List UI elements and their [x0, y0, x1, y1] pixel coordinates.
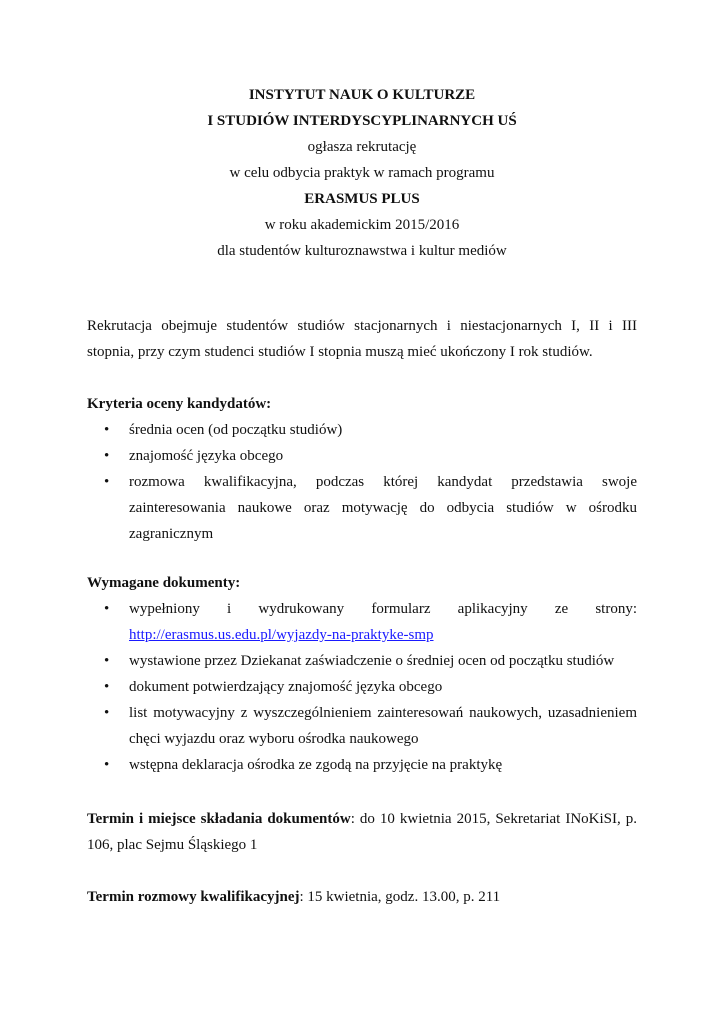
- header-purpose: w celu odbycia praktyk w ramach programu: [229, 165, 495, 181]
- bullet-icon: •: [104, 422, 110, 438]
- list-item: • dokument potwierdzający znajomość języka obcego: [87, 674, 637, 700]
- deadline-label: Termin i miejsce składania dokumentów: [87, 811, 351, 827]
- criteria-heading: Kryteria oceny kandydatów:: [87, 396, 272, 412]
- list-item: • średnia ocen (od początku studiów): [87, 417, 637, 443]
- bullet-icon: •: [104, 757, 110, 773]
- target-students: dla studentów kulturoznawstwa i kultur mediów: [217, 243, 507, 259]
- header-announces: ogłasza rekrutację: [307, 139, 417, 155]
- intro-line-1: Rekrutacja obejmuje studentów studiów stacjonarnych i niestacjonarnych I, II i III: [87, 318, 637, 334]
- intro-paragraph: [87, 313, 637, 365]
- bullet-icon: •: [104, 653, 110, 669]
- deadline-text: : do 10 kwietnia 2015, Sekretariat INoKiSI, p. 106, plac Sejmu Śląskiego 1: [87, 811, 638, 853]
- criteria-section: [87, 391, 637, 547]
- list-item: • znajomość języka obcego: [87, 443, 637, 469]
- bullet-icon: •: [104, 679, 110, 695]
- program-name: ERASMUS PLUS: [304, 191, 420, 207]
- intro-line-2: stopnia, przy czym studenci studiów I stopnia muszą mieć ukończony I rok studiów.: [87, 344, 593, 360]
- list-item: • rozmowa kwalifikacyjna, podczas której kandydat przedstawia swoje zainteresowania naukowe oraz motywację do odbycia studiów w ośrodku zagranicznym: [87, 469, 637, 547]
- criteria-list: [87, 417, 637, 547]
- deadline-paragraph: [87, 806, 637, 858]
- list-item: • wstępna deklaracja ośrodka ze zgodą na przyjęcie na praktykę: [87, 752, 637, 778]
- list-item: [87, 596, 637, 648]
- documents-heading: Wymagane dokumenty:: [87, 575, 241, 591]
- institute-name: INSTYTUT NAUK O KULTURZE: [248, 87, 476, 103]
- form-instruction: wypełniony i wydrukowany formularz aplikacyjny ze strony:: [129, 601, 637, 617]
- documents-section: [87, 570, 637, 778]
- interview-label: Termin rozmowy kwalifikacyjnej: [87, 889, 300, 905]
- documents-list: [87, 596, 637, 778]
- institute-subname: I STUDIÓW INTERDYSCYPLINARNYCH UŚ: [207, 113, 517, 129]
- bullet-icon: •: [104, 448, 110, 464]
- bullet-icon: •: [104, 705, 110, 721]
- announcement-header: [0, 82, 724, 264]
- academic-year: w roku akademickim 2015/2016: [264, 217, 460, 233]
- application-form-link[interactable]: http://erasmus.us.edu.pl/wyjazdy-na-praktyke-smp: [129, 627, 434, 643]
- list-item: • list motywacyjny z wyszczególnieniem zainteresowań naukowych, uzasadnieniem chęci wyjazdu oraz wyboru ośrodka naukowego: [87, 700, 637, 752]
- bullet-icon: •: [104, 601, 110, 617]
- list-item: • wystawione przez Dziekanat zaświadczenie o średniej ocen od początku studiów: [87, 648, 637, 674]
- bullet-icon: •: [104, 474, 110, 490]
- interview-text: : 15 kwietnia, godz. 13.00, p. 211: [299, 889, 501, 905]
- interview-paragraph: [87, 884, 637, 910]
